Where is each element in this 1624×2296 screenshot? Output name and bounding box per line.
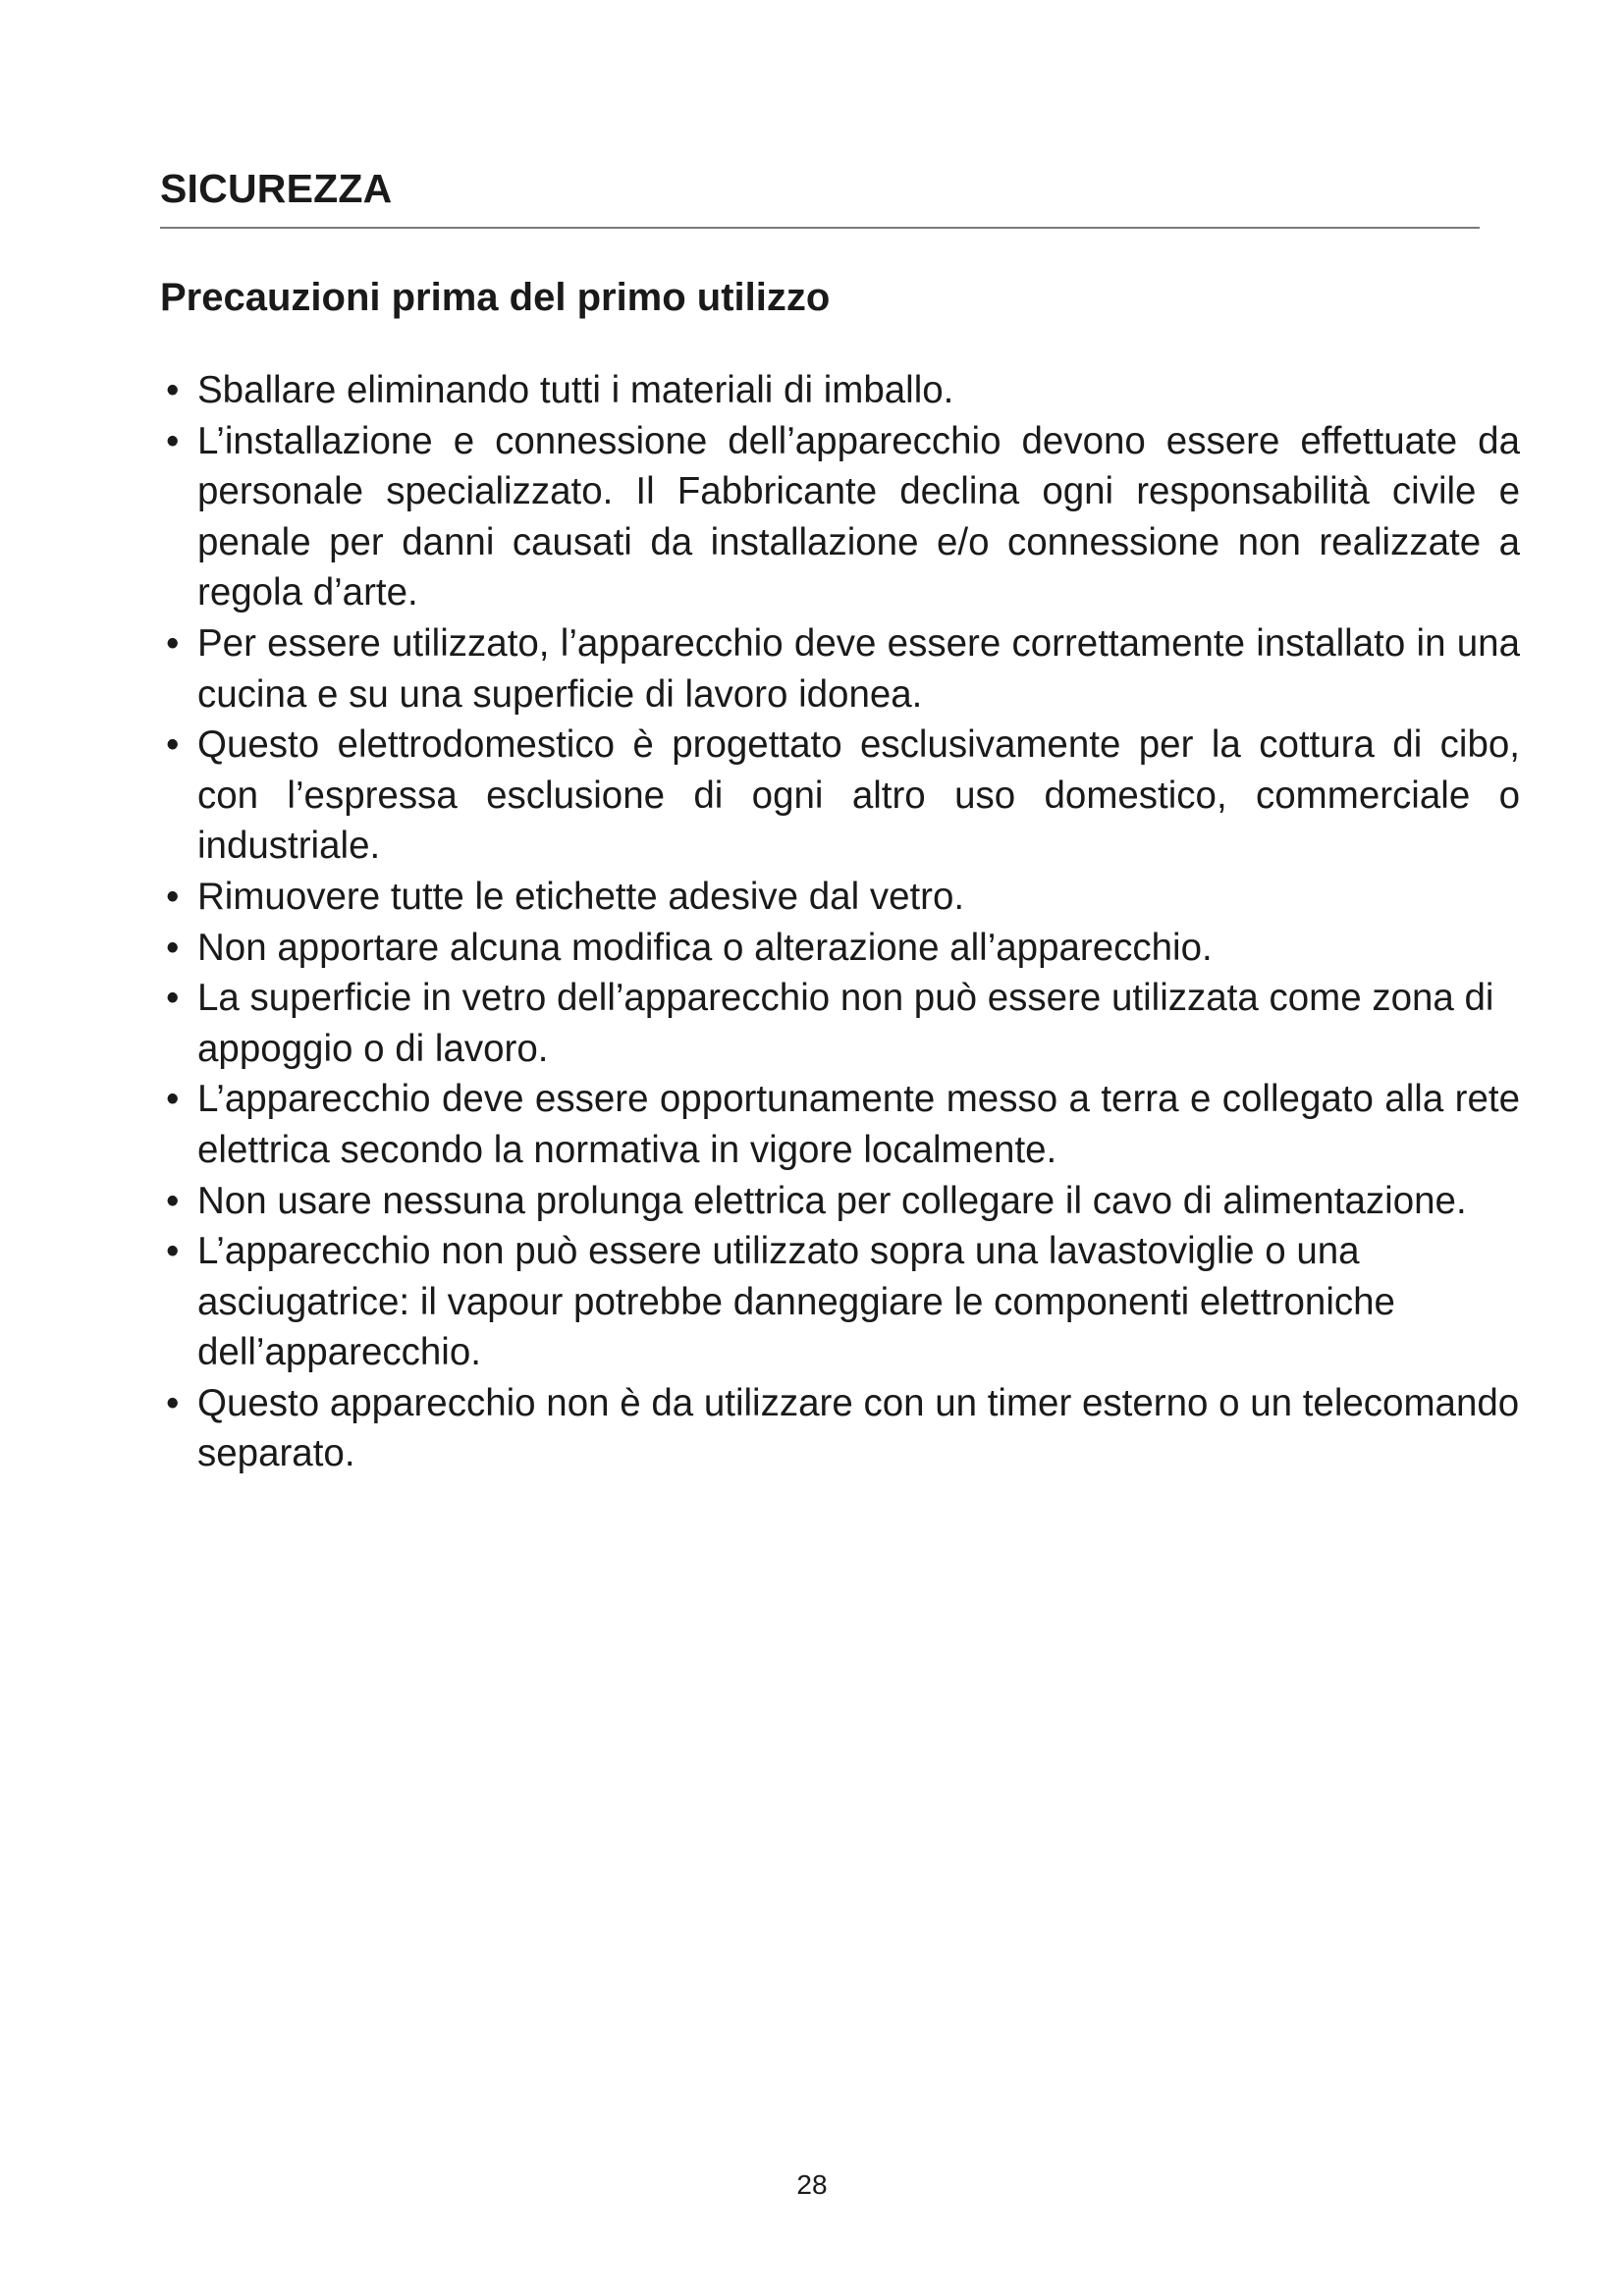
- bullet-icon: •: [166, 621, 180, 665]
- bullet-icon: •: [166, 926, 180, 969]
- bullet-icon: •: [166, 977, 180, 1020]
- bullet-icon: •: [166, 1179, 180, 1222]
- safety-precautions-list: [160, 365, 1520, 1479]
- list-item-text: La superficie in vetro dell’apparecchio non può essere utilizzata come zona di appoggio o di lavoro.: [197, 977, 1494, 1070]
- title-underline-divider: [160, 227, 1480, 229]
- list-item: [160, 416, 1520, 618]
- list-item: [160, 973, 1520, 1074]
- page-number: 28: [796, 2169, 828, 2200]
- list-item-text: L’apparecchio non può essere utilizzato sopra una lavastoviglie o una asciugatrice: il vapour potrebbe danneggiare le componenti elettroniche dell’apparecchio.: [197, 1230, 1395, 1374]
- list-item: [160, 923, 1520, 974]
- list-item-text: L’apparecchio deve essere opportunamente messo a terra e collegato alla rete elettrica secondo la normativa in vigore localmente.: [197, 1078, 1520, 1171]
- list-item: [160, 1378, 1520, 1479]
- bullet-icon: •: [166, 1078, 180, 1121]
- list-item-text: Sballare eliminando tutti i materiali di imballo.: [197, 369, 954, 411]
- bullet-icon: •: [166, 369, 180, 411]
- subsection-title: Precauzioni prima del primo utilizzo: [160, 276, 831, 319]
- list-item-text: Non apportare alcuna modifica o alterazione all’apparecchio.: [197, 926, 1213, 969]
- list-item: [160, 618, 1520, 720]
- list-item-text: Per essere utilizzato, l’apparecchio deve essere correttamente installato in una cucina e su una superficie di lavoro idonea.: [197, 621, 1520, 716]
- bullet-icon: •: [166, 419, 180, 462]
- list-item-text: Questo apparecchio non è da utilizzare con un timer esterno o un telecomando separato.: [197, 1381, 1520, 1475]
- section-title: SICUREZZA: [160, 166, 393, 211]
- bullet-icon: •: [166, 1381, 180, 1424]
- list-item: [160, 1176, 1520, 1227]
- list-item: [160, 872, 1520, 923]
- list-item-text: Non usare nessuna prolunga elettrica per collegare il cavo di alimentazione.: [197, 1179, 1467, 1222]
- bullet-icon: •: [166, 1230, 180, 1273]
- list-item-text: Rimuovere tutte le etichette adesive dal vetro.: [197, 875, 965, 918]
- bullet-icon: •: [166, 875, 180, 918]
- list-item: [160, 365, 1520, 416]
- list-item-text: L’installazione e connessione dell’apparecchio devono essere effettuate da personale specializzato. Il Fabbricante declina ogni responsabilità civile e penale per danni causati da installazione e/o connessione non realizzate a regola d’arte.: [197, 419, 1520, 614]
- list-item: [160, 1226, 1520, 1378]
- list-item: [160, 720, 1520, 872]
- bullet-icon: •: [166, 723, 180, 767]
- list-item: [160, 1074, 1520, 1175]
- list-item-text: Questo elettrodomestico è progettato esclusivamente per la cottura di cibo, con l’espressa esclusione di ogni altro uso domestico, commerciale o industriale.: [197, 723, 1520, 868]
